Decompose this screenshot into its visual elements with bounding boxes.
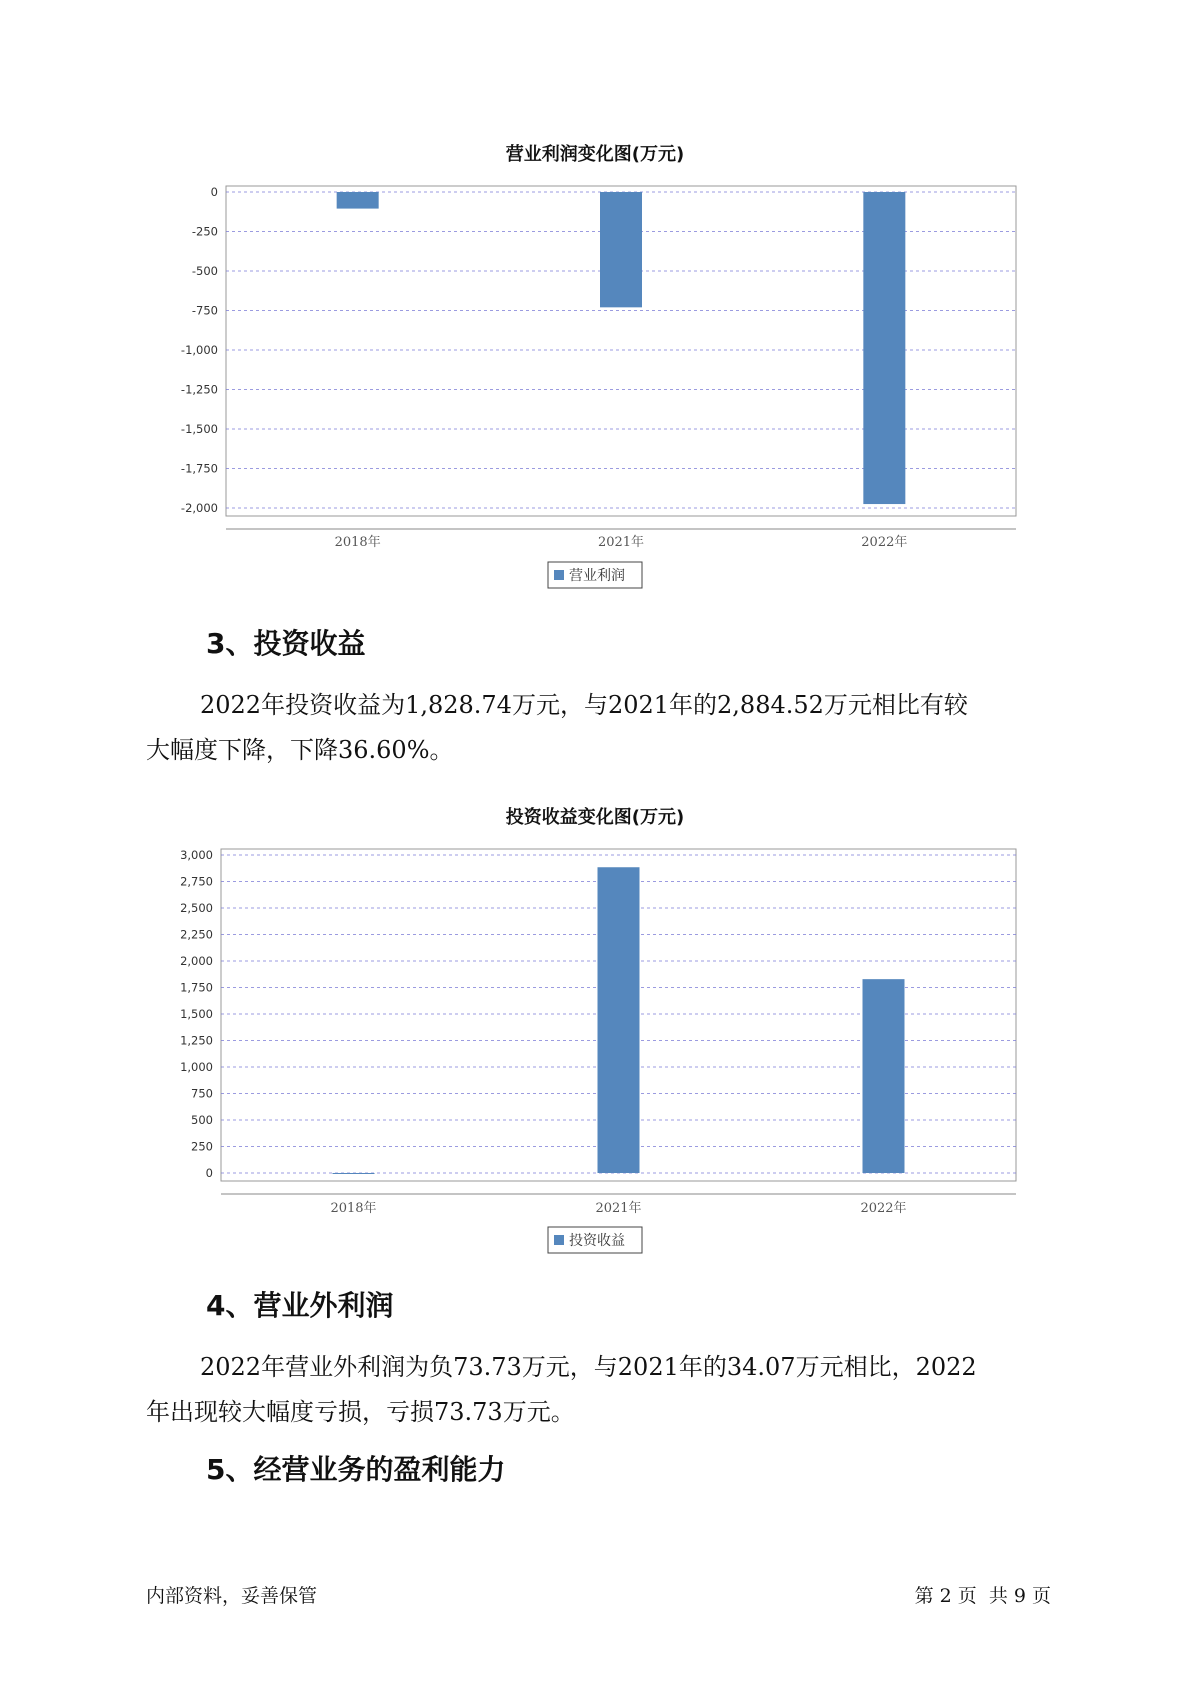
non-operating-line-2: 年出现较大幅度亏损，亏损73.73万元。	[146, 1398, 575, 1426]
y-tick-label: 1,750	[180, 980, 213, 995]
investment-income-chart-svg	[0, 793, 1191, 1263]
bar	[598, 867, 640, 1173]
legend-swatch	[554, 1235, 564, 1245]
y-tick-label: 3,000	[180, 848, 213, 862]
y-tick-label: -750	[191, 303, 218, 318]
bar	[600, 192, 642, 307]
chart-title: 营业利润变化图(万元)	[505, 144, 685, 165]
x-category-label: 2022年	[860, 1201, 907, 1216]
bar	[863, 979, 905, 1173]
y-tick-label: 2,750	[180, 874, 213, 889]
y-tick-label: -500	[191, 264, 218, 278]
section-heading-non-operating: 4、营业外利润	[206, 1289, 394, 1322]
y-tick-label: 1,500	[180, 1007, 213, 1021]
y-tick-label: -1,500	[180, 422, 218, 436]
y-tick-label: 0	[210, 185, 218, 199]
y-tick-label: -1,000	[180, 343, 218, 357]
legend-swatch	[554, 570, 564, 580]
chart-legend	[548, 1227, 642, 1253]
y-tick-label: 500	[191, 1113, 213, 1127]
bar	[337, 192, 379, 209]
non-operating-line-1: 2022年营业外利润为负73.73万元，与2021年的34.07万元相比，2022	[200, 1353, 977, 1381]
investment-income-chart	[0, 793, 1191, 1263]
footer-page-number: 第 2 页 共 9 页	[914, 1585, 1051, 1607]
y-tick-label: -1,750	[180, 461, 218, 476]
y-tick-label: -2,000	[180, 501, 218, 515]
y-tick-label: -250	[191, 224, 218, 239]
y-tick-label: 250	[191, 1139, 213, 1154]
x-category-label: 2021年	[595, 1201, 642, 1216]
y-tick-label: 750	[191, 1086, 213, 1101]
section-heading-profitability: 5、经营业务的盈利能力	[206, 1453, 506, 1486]
operating-profit-chart-svg	[0, 130, 1191, 600]
non-operating-paragraph	[146, 1345, 1046, 1435]
y-tick-label: 2,000	[180, 954, 213, 968]
investment-paragraph	[146, 683, 1046, 773]
x-category-label: 2018年	[330, 1201, 377, 1216]
y-tick-label: 1,000	[180, 1060, 213, 1074]
legend-label: 营业利润	[569, 568, 625, 584]
section-heading-investment: 3、投资收益	[206, 627, 366, 660]
y-tick-label: 2,500	[180, 901, 213, 915]
y-tick-label: 0	[205, 1166, 213, 1180]
legend-label: 投资收益	[569, 1233, 625, 1249]
footer-confidential-note: 内部资料，妥善保管	[146, 1585, 318, 1607]
y-tick-label: 2,250	[180, 927, 213, 942]
y-tick-label: -1,250	[180, 382, 218, 397]
x-category-label: 2022年	[861, 535, 908, 550]
operating-profit-chart	[0, 130, 1191, 600]
x-category-label: 2018年	[334, 535, 381, 550]
bar	[333, 1173, 375, 1174]
y-tick-label: 1,250	[180, 1033, 213, 1048]
bar	[863, 192, 905, 504]
chart-title: 投资收益变化图(万元)	[505, 807, 685, 828]
chart-legend	[548, 562, 642, 588]
investment-line-2: 大幅度下降，下降36.60%。	[146, 736, 454, 764]
investment-line-1: 2022年投资收益为1,828.74万元，与2021年的2,884.52万元相比有较	[200, 691, 968, 719]
x-category-label: 2021年	[597, 535, 645, 550]
